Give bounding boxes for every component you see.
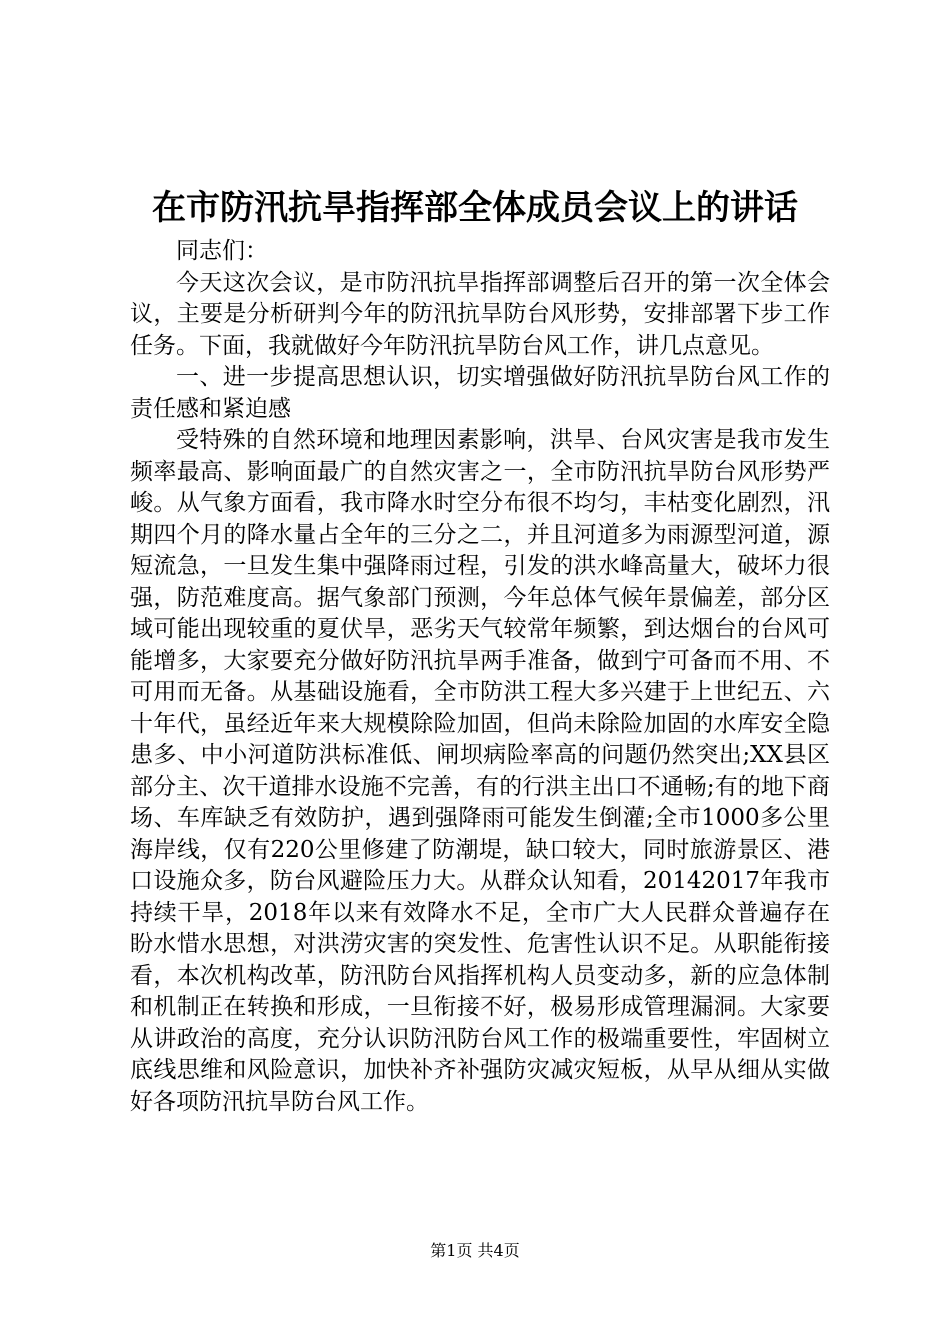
section-heading-1: 一、进一步提高思想认识，切实增强做好防汛抗旱防台风工作的责任感和紧迫感 [130, 364, 830, 422]
document-title: 在市防汛抗旱指挥部全体成员会议上的讲话 [152, 188, 798, 228]
salutation: 同志们： [176, 238, 268, 264]
document-body [130, 236, 830, 1118]
paragraph-situation: 受特殊的自然环境和地理因素影响，洪旱、台风灾害是我市发生频率最高、影响面最广的自然灾害之一，全市防汛抗旱防台风形势严峻。从气象方面看，我市降水时空分布很不均匀，丰枯变化剧烈，汛期四个月的降水量占全年的三分之二，并且河道多为雨源型河道，源短流急，一旦发生集中强降雨过程，引发的洪水峰高量大，破坏力很强，防范难度高。据气象部门预测，今年总体气候年景偏差，部分区域可能出现较重的夏伏旱，恶劣天气较常年频繁，到达烟台的台风可能增多，大家要充分做好防汛抗旱两手准备，做到宁可备而不用、不可用而无备。从基础设施看，全市防洪工程大多兴建于上世纪五、六十年代，虽经近年来大规模除险加固，但尚未除险加固的水库安全隐患多、中小河道防洪标准低、闸坝病险率高的问题仍然突出;XX县区部分主、次干道排水设施不完善，有的行洪主出口不通畅;有的地下商场、车库缺乏有效防护，遇到强降雨可能发生倒灌;全市1000多公里海岸线，仅有220公里修建了防潮堤，缺口较大，同时旅游景区、港口设施众多，防台风避险压力大。从群众认知看，20142017年我市持续干旱，2018年以来有效降水不足，全市广大人民群众普遍存在盼水惜水思想，对洪涝灾害的突发性、危害性认识不足。从职能衔接看，本次机构改革，防汛防台风指挥机构人员变动多，新的应急体制和机制正在转换和形成，一旦衔接不好，极易形成管理漏洞。大家要从讲政治的高度，充分认识防汛防台风工作的极端重要性，牢固树立底线思维和风险意识，加快补齐补强防灾减灾短板，从早从细从实做好各项防汛抗旱防台风工作。 [130, 427, 830, 1115]
page-number-footer: 第1页 共4页 [430, 1241, 520, 1260]
paragraph-intro: 今天这次会议，是市防汛抗旱指挥部调整后召开的第一次全体会议，主要是分析研判今年的防汛抗旱防台风形势，安排部署下步工作任务。下面，我就做好今年防汛抗旱防台风工作，讲几点意见。 [130, 269, 830, 359]
